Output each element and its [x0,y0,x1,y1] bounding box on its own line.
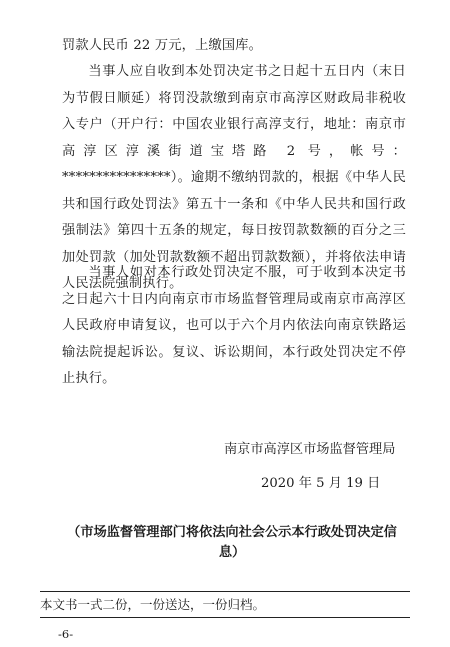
payment-instructions-paragraph: 当事人应自收到本处罚决定书之日起十五日内（末日为节假日顺延）将罚没款缴到南京市高淳区财政局非税收入专户（开户行：中国农业银行高淳支行，地址：南京市高淳区淳溪街道宝塔路 2 号，帐号：****************）。逾期不缴纳罚款的，根据《中华人民共和国行政处罚法》第五十一条和《中华人民共和国行政强制法》第四十五条的规定，每日按罚款数额的百分之三加处罚款（加处罚款数额不超出罚款数额），并将依法申请人民法院强制执行。 [62,64,406,291]
publicity-notice: （市场监督管理部门将依法向社会公示本行政处罚决定信息） [67,525,397,560]
issuing-authority: 南京市高淳区市场监督管理局 [224,442,396,457]
penalty-amount-paragraph: 罚款人民币 22 万元，上缴国库。 [62,38,263,53]
footer-rule-top [40,591,410,592]
appeal-rights-paragraph: 当事人如对本行政处罚决定不服，可于收到本决定书之日起六十日内向南京市市场监督管理局或南京市高淳区人民政府申请复议，也可以于六个月内依法向南京铁路运输法院提起诉讼。复议、诉讼期间，本行政处罚决定不停止执行。 [62,265,406,386]
page-number: -6- [58,627,74,641]
footer-rule-bottom [40,617,410,618]
issue-date: 2020 年 5 月 19 日 [261,476,381,491]
copies-note: 本文书一式二份，一份送达，一份归档。 [40,597,266,612]
